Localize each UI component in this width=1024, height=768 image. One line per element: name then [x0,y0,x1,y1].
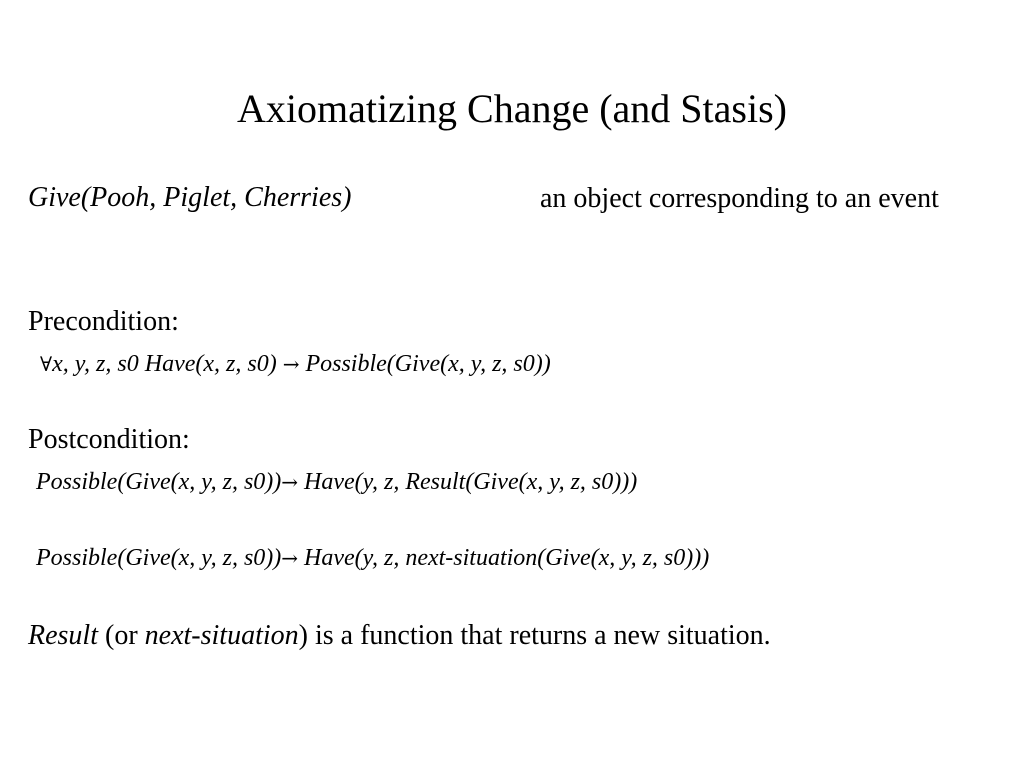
postcondition-lhs: Possible(Give(x, y, z, s0)) [36,545,282,571]
slide-title: Axiomatizing Change (and Stasis) [237,86,787,131]
implies-arrow: → [281,470,299,494]
precondition-lhs: x, y, z, s0 Have(x, z, s0) [52,351,283,377]
postcondition-rhs: Have(y, z, next-situation(Give(x, y, z, s0))) [298,545,710,571]
footer-note [28,616,771,656]
event-term: Give(Pooh, Piglet, Cherries) [28,182,352,213]
precondition-formula [40,348,551,380]
postcondition-formula-result [36,466,637,498]
footer-text-1: (or [98,620,145,651]
postcondition-formula-next-situation [36,542,709,574]
postcondition-heading: Postcondition: [28,424,190,455]
result-term: Result [28,620,98,651]
implies-arrow: → [282,352,300,376]
implies-arrow: → [281,546,299,570]
precondition-heading: Precondition: [28,306,179,337]
event-description: an object corresponding to an event [540,183,939,214]
next-situation-term: next-situation [144,620,299,651]
postcondition-lhs: Possible(Give(x, y, z, s0)) [36,469,282,495]
footer-text-2: ) is a function that returns a new situation. [298,620,771,651]
postcondition-rhs: Have(y, z, Result(Give(x, y, z, s0))) [298,469,638,495]
forall-symbol: ∀ [40,352,53,376]
precondition-rhs: Possible(Give(x, y, z, s0)) [299,351,551,377]
